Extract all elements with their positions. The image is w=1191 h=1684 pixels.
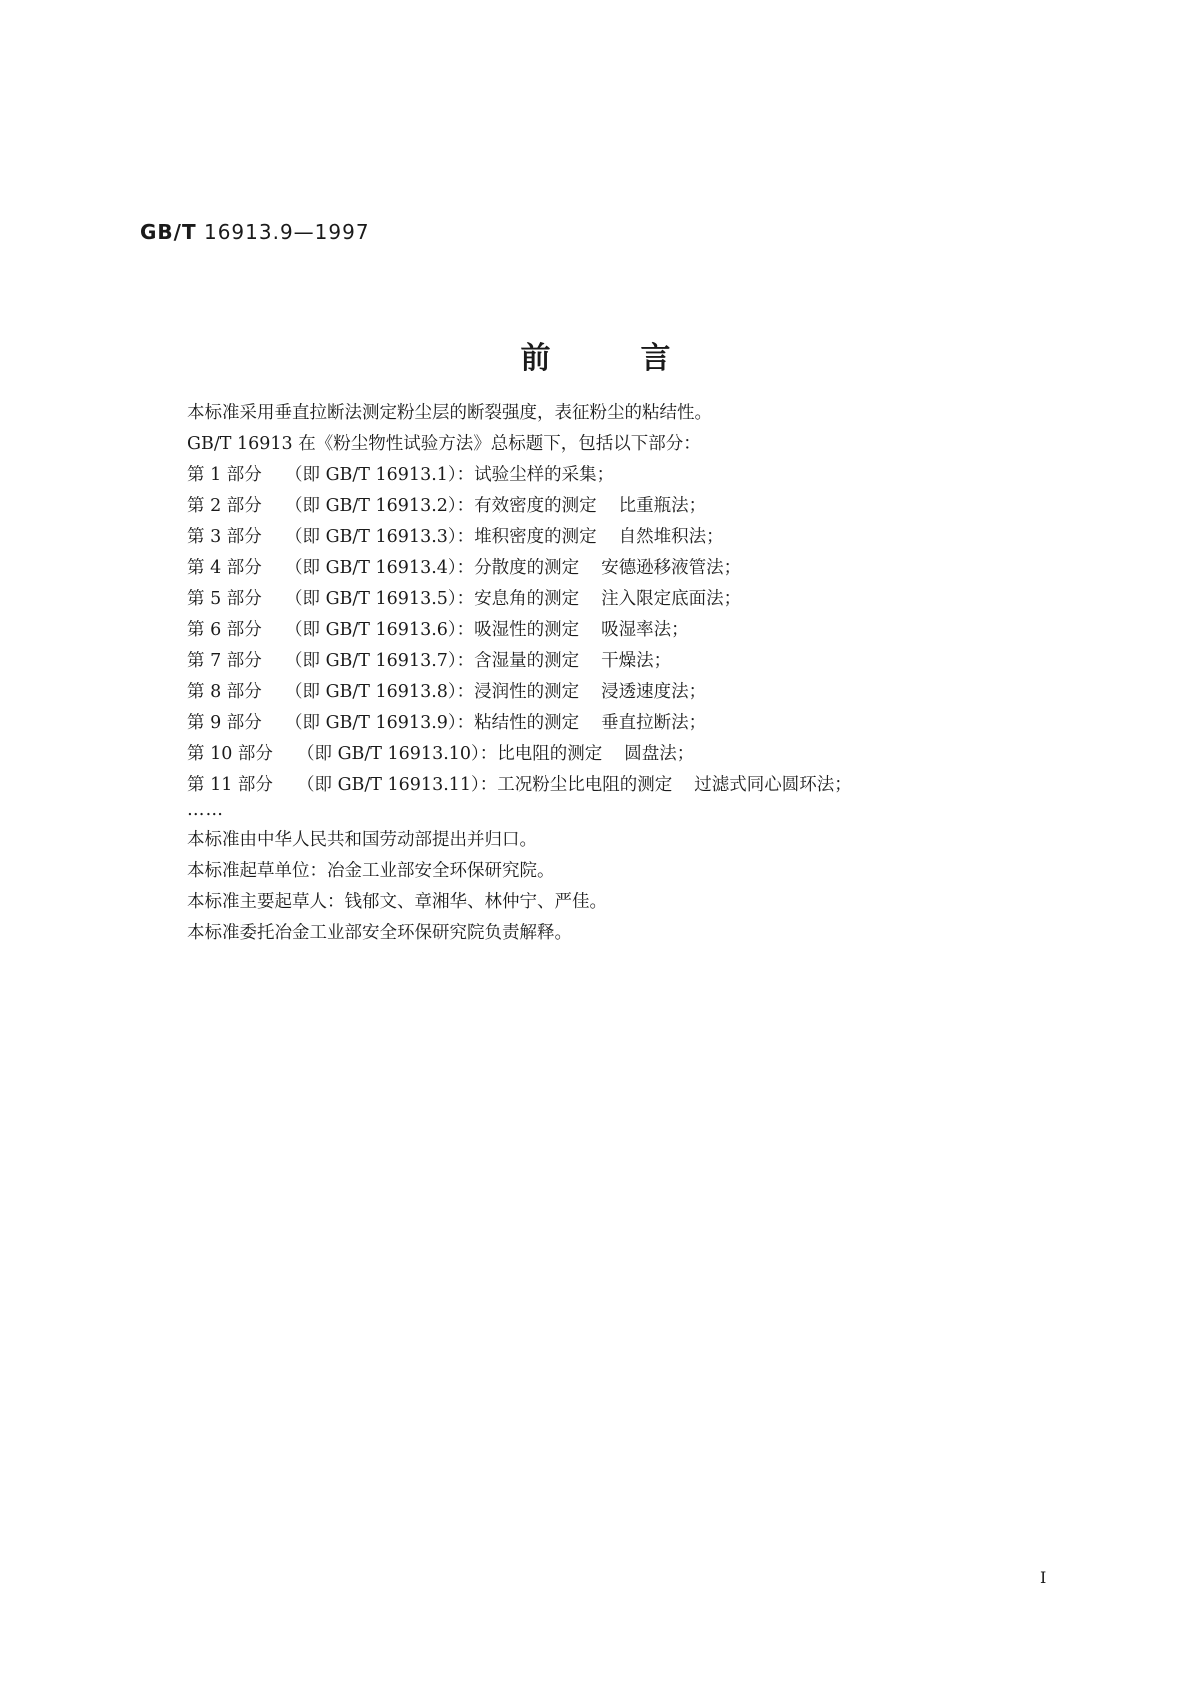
part-method: 圆盘法； bbox=[624, 744, 695, 764]
intro-line: GB/T 16913 在《粉尘物性试验方法》总标题下，包括以下部分： bbox=[187, 434, 701, 454]
part-method: 垂直拉断法； bbox=[601, 713, 707, 733]
part-label: 第 1 部分 bbox=[187, 465, 262, 485]
part-ref: （即 GB/T 16913.9）： bbox=[285, 713, 475, 733]
part-name: 含湿量的测定 bbox=[474, 651, 580, 671]
standard-prefix: GB/T bbox=[140, 220, 197, 244]
intro-line: 本标准采用垂直拉断法测定粉尘层的断裂强度，表征粉尘的粘结性。 bbox=[187, 403, 712, 423]
part-line bbox=[187, 522, 1087, 553]
part-name: 浸润性的测定 bbox=[474, 682, 580, 702]
part-name: 分散度的测定 bbox=[474, 558, 580, 578]
part-line bbox=[187, 553, 1087, 584]
part-line bbox=[187, 460, 1087, 491]
part-name: 粘结性的测定 bbox=[474, 713, 580, 733]
part-line bbox=[187, 584, 1087, 615]
part-name: 堆积密度的测定 bbox=[474, 527, 597, 547]
part-ref: （即 GB/T 16913.2）： bbox=[285, 496, 475, 516]
part-name: 比电阻的测定 bbox=[497, 744, 603, 764]
part-label: 第 7 部分 bbox=[187, 651, 262, 671]
part-line bbox=[187, 491, 1087, 522]
part-label: 第 10 部分 bbox=[187, 744, 273, 764]
part-line bbox=[187, 646, 1087, 677]
part-method: 吸湿率法； bbox=[601, 620, 689, 640]
closing-line: 本标准主要起草人：钱郁文、章湘华、林仲宁、严佳。 bbox=[187, 892, 607, 912]
part-label: 第 11 部分 bbox=[187, 775, 273, 795]
part-name: 有效密度的测定 bbox=[474, 496, 597, 516]
part-label: 第 5 部分 bbox=[187, 589, 262, 609]
part-label: 第 6 部分 bbox=[187, 620, 262, 640]
part-line bbox=[187, 708, 1087, 739]
part-label: 第 2 部分 bbox=[187, 496, 262, 516]
page-title: 前言 bbox=[520, 341, 761, 376]
part-method: 安德逊移液管法； bbox=[601, 558, 742, 578]
part-ref: （即 GB/T 16913.11）： bbox=[297, 775, 498, 795]
part-method: 注入限定底面法； bbox=[601, 589, 742, 609]
part-ref: （即 GB/T 16913.1）： bbox=[285, 465, 475, 485]
part-ref: （即 GB/T 16913.7）： bbox=[285, 651, 475, 671]
part-method: 干燥法； bbox=[601, 651, 672, 671]
part-line bbox=[187, 739, 1087, 770]
part-method: 比重瓶法； bbox=[618, 496, 707, 516]
part-name: 工况粉尘比电阻的测定 bbox=[497, 775, 673, 795]
part-label: 第 4 部分 bbox=[187, 558, 262, 578]
page-number: I bbox=[1040, 1568, 1047, 1587]
part-ref: （即 GB/T 16913.3）： bbox=[285, 527, 475, 547]
part-line bbox=[187, 677, 1087, 708]
part-label: 第 9 部分 bbox=[187, 713, 262, 733]
closing-line: 本标准由中华人民共和国劳动部提出并归口。 bbox=[187, 830, 537, 850]
foreword-body bbox=[187, 398, 1087, 949]
part-method: 浸透速度法； bbox=[601, 682, 707, 702]
part-name: 安息角的测定 bbox=[474, 589, 580, 609]
part-ref: （即 GB/T 16913.10）： bbox=[297, 744, 498, 764]
standard-code bbox=[140, 220, 370, 244]
ellipsis: …… bbox=[187, 800, 224, 820]
part-method: 过滤式同心圆环法； bbox=[694, 775, 852, 795]
part-ref: （即 GB/T 16913.8）： bbox=[285, 682, 475, 702]
part-name: 试验尘样的采集； bbox=[474, 465, 615, 485]
standard-number: 16913.9—1997 bbox=[203, 220, 370, 244]
part-name: 吸湿性的测定 bbox=[474, 620, 580, 640]
part-ref: （即 GB/T 16913.5）： bbox=[285, 589, 475, 609]
part-ref: （即 GB/T 16913.6）： bbox=[285, 620, 475, 640]
part-label: 第 8 部分 bbox=[187, 682, 262, 702]
closing-line: 本标准委托冶金工业部安全环保研究院负责解释。 bbox=[187, 923, 572, 943]
closing-line: 本标准起草单位：冶金工业部安全环保研究院。 bbox=[187, 861, 555, 881]
part-line bbox=[187, 615, 1087, 646]
part-line bbox=[187, 770, 1087, 801]
part-ref: （即 GB/T 16913.4）： bbox=[285, 558, 475, 578]
part-method: 自然堆积法； bbox=[618, 527, 724, 547]
part-label: 第 3 部分 bbox=[187, 527, 262, 547]
